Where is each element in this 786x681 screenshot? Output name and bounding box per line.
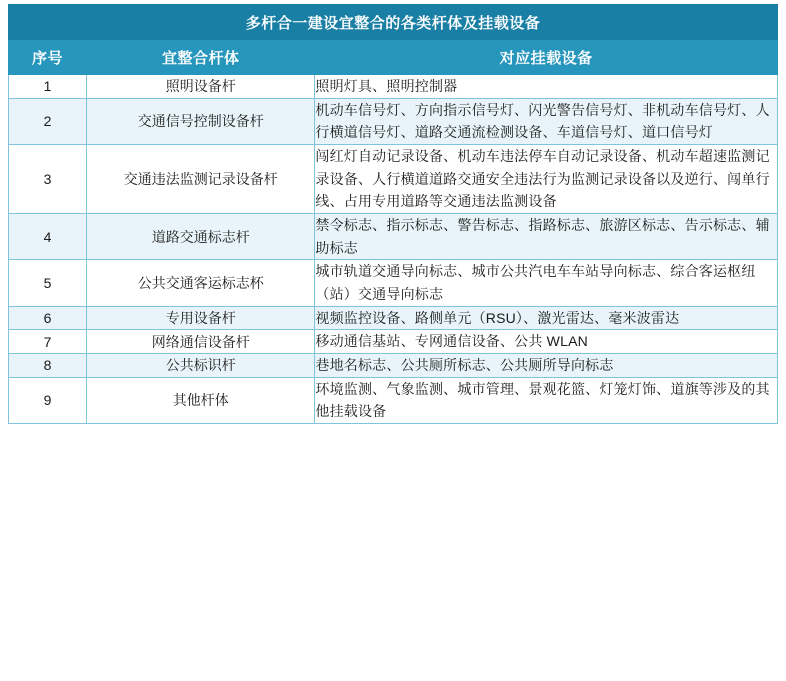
row-devices: 照明灯具、照明控制器 [315, 75, 778, 99]
table-row [9, 75, 778, 99]
row-pole: 公共标识杆 [87, 354, 315, 378]
row-index: 4 [9, 214, 87, 260]
row-devices: 机动车信号灯、方向指示信号灯、闪光警告信号灯、非机动车信号灯、人行横道信号灯、道路交通流检测设备、车道信号灯、道口信号灯 [315, 98, 778, 144]
table-row [9, 377, 778, 423]
row-pole: 交通违法监测记录设备杆 [87, 145, 315, 214]
row-index: 9 [9, 377, 87, 423]
row-pole: 交通信号控制设备杆 [87, 98, 315, 144]
row-index: 2 [9, 98, 87, 144]
row-devices: 环境监测、气象监测、城市管理、景观花篮、灯笼灯饰、道旗等涉及的其他挂载设备 [315, 377, 778, 423]
row-devices: 巷地名标志、公共厕所标志、公共厕所导向标志 [315, 354, 778, 378]
row-pole: 专用设备杆 [87, 306, 315, 330]
row-index: 7 [9, 330, 87, 354]
row-index: 6 [9, 306, 87, 330]
row-pole: 公共交通客运标志杯 [87, 260, 315, 306]
table-row [9, 260, 778, 306]
row-devices: 视频监控设备、路侧单元（RSU）、激光雷达、毫米波雷达 [315, 306, 778, 330]
column-header-pole: 宜整合杆体 [87, 40, 315, 75]
row-index: 1 [9, 75, 87, 99]
column-header-devices: 对应挂载设备 [315, 40, 778, 75]
row-devices: 闯红灯自动记录设备、机动车违法停车自动记录设备、机动车超速监测记录设备、人行横道道路交通安全违法行为监测记录设备以及逆行、闯单行线、占用专用道路等交通违法监测设备 [315, 145, 778, 214]
row-pole: 照明设备杆 [87, 75, 315, 99]
pole-equipment-table [8, 4, 778, 424]
row-devices: 禁令标志、指示标志、警告标志、指路标志、旅游区标志、告示标志、辅助标志 [315, 214, 778, 260]
row-devices: 移动通信基站、专网通信设备、公共 WLAN [315, 330, 778, 354]
column-header-index: 序号 [9, 40, 87, 75]
table-title: 多杆合一建设宜整合的各类杆体及挂载设备 [9, 5, 778, 40]
table-row [9, 354, 778, 378]
table-row [9, 145, 778, 214]
table-title-row [9, 5, 778, 40]
table-row [9, 214, 778, 260]
row-index: 8 [9, 354, 87, 378]
row-index: 5 [9, 260, 87, 306]
table-row [9, 330, 778, 354]
row-pole: 网络通信设备杆 [87, 330, 315, 354]
row-devices: 城市轨道交通导向标志、城市公共汽电车车站导向标志、综合客运枢纽（站）交通导向标志 [315, 260, 778, 306]
table-row [9, 306, 778, 330]
row-pole: 道路交通标志杆 [87, 214, 315, 260]
table-row [9, 98, 778, 144]
row-index: 3 [9, 145, 87, 214]
table-header-row [9, 40, 778, 75]
row-pole: 其他杆体 [87, 377, 315, 423]
